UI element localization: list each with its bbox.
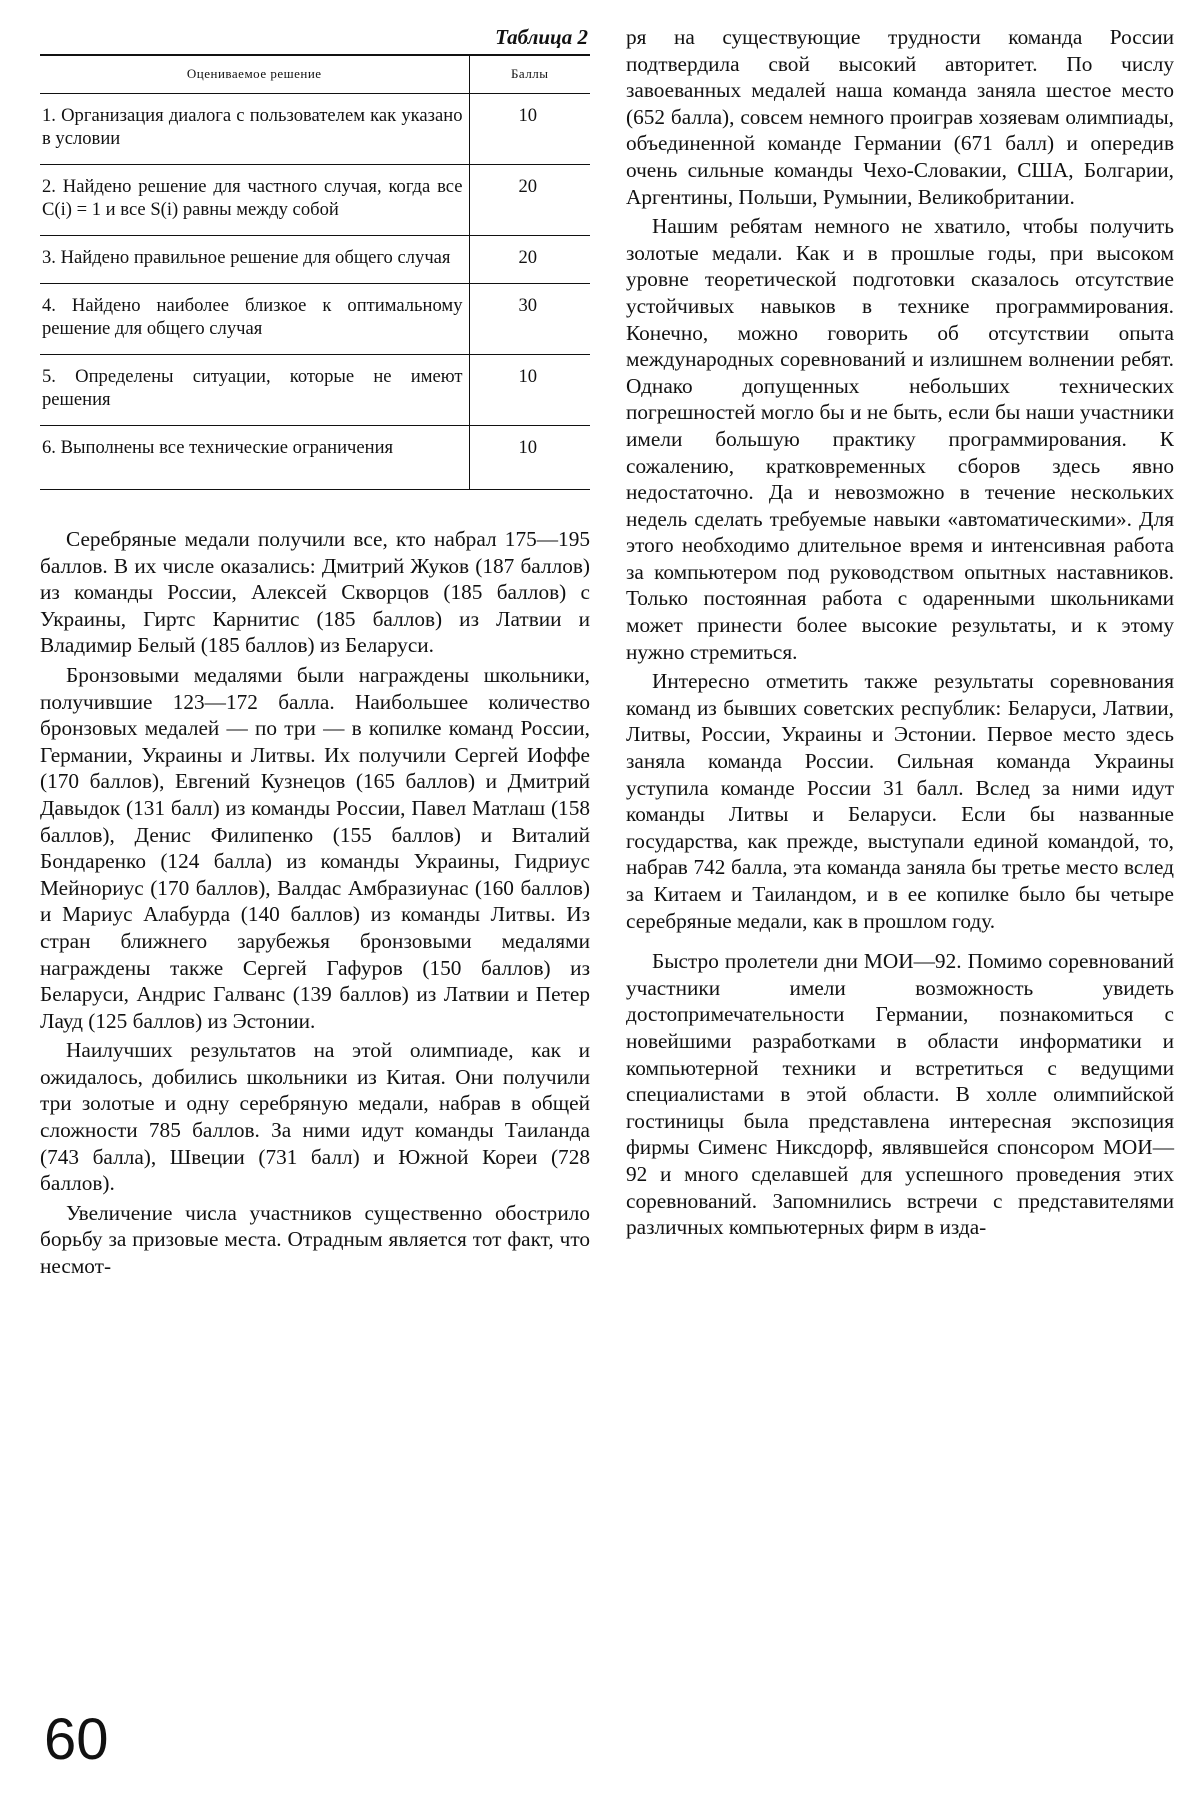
points-6: 10 <box>469 426 590 490</box>
paragraph-moi-92: Быстро пролетели дни МОИ—92. Помимо соревнований участники имели возможность увидеть достопримечательности Германии, познакомиться с новейшими разработками в области информатики и компьютерной техники и встретиться с ведущими специалистами в этой области. В холле олимпийской гостиницы была представлена интересная экспозиция фирмы Сименс Никсдорф, являвшейся спонсором МОИ—92 и много сделавшей для успешного проведения этих соревнований. Запомнились встречи с представителями различных компьютерных фирм в изда- <box>626 949 1174 1240</box>
points-5: 10 <box>469 355 590 426</box>
table-row <box>40 94 590 165</box>
criterion-4: 4. Найдено наиболее близкое к оптимальному решение для общего случая <box>40 284 469 355</box>
paragraph-former-republics: Интересно отметить также результаты соревнования команд из бывших советских республик: Беларуси, Латвии, Литвы, России, Украины и Эстонии. Первое место здесь заняла команда России. Сильная команда Украины уступила команде России 31 балл. Вслед за ними идут команды Литвы и Беларуси. Если бы названные государства, как прежде, выступали единой командой, то, набрав 742 балла, эта команда заняла бы третье место вслед за Китаем и Таиландом, и в ее копилке было бы четыре серебряные медали, как в прошлом году. <box>626 669 1174 933</box>
points-2: 20 <box>469 165 590 236</box>
points-3: 20 <box>469 236 590 284</box>
paragraph-competition: Увеличение числа участников существенно обострило борьбу за призовые места. Отрадным является тот факт, что несмот- <box>40 1200 590 1279</box>
criterion-3: 3. Найдено правильное решение для общего случая <box>40 236 469 284</box>
paragraph-best-results: Наилучших результатов на этой олимпиаде, как и ожидалось, добились школьники из Китая. Они получили три золотые и одну серебряную медали, набрав в общей сложности 785 баллов. За ними идут команды Таиланда (743 балла), Швеции (731 балл) и Южной Кореи (728 баллов). <box>40 1038 590 1196</box>
page-number: 60 <box>44 1707 109 1772</box>
table-caption: Таблица 2 <box>495 25 588 49</box>
paragraph-programming-skills: Нашим ребятам немного не хватило, чтобы получить золотые медали. Как и в прошлые годы, при высоком уровне теоретической подготовки сказалось отсутствие устойчивых навыков в технике программирования. Конечно, можно говорить об отсутствии опыта международных соревнований и излишнем волнении ребят. Однако допущенных небольших технических погрешностей могло бы и не быть, если бы наши участники имели большую практику программирования. К сожалению, кратковременных сборов здесь явно недостаточно. Да и невозможно в течение нескольких недель сделать требуемые навыки «автоматическими». Для этого необходимо длительное время и интенсивная работа за компьютером под руководством опытных наставников. Только постоянная работа с одаренными школьниками может принести более высокие результаты, и к этому нужно стремиться. <box>626 214 1174 664</box>
header-criterion: Оцениваемое решение <box>40 55 469 94</box>
criterion-6: 6. Выполнены все технические ограничения <box>40 426 469 490</box>
table-header-row <box>40 55 590 94</box>
right-column <box>626 24 1174 1244</box>
paragraph-bronze-medals: Бронзовыми медалями были награждены школьники, получившие 123—172 балла. Наибольшее количество бронзовых медалей — по три — в копилке команд России, Германии, Украины и Литвы. Их получили Сергей Иоффе (170 баллов), Евгений Кузнецов (165 баллов) и Дмитрий Давыдок (131 балл) из команды России, Павел Матлаш (158 баллов), Денис Филипенко (155 баллов) и Виталий Бондаренко (124 балла) из команды Украины, Гидриус Мейнориус (170 баллов), Валдас Амбразиунас (160 баллов) и Мариус Алабурда (140 баллов) из команды Литвы. Из стран ближнего зарубежья бронзовыми медалями награждены также Сергей Гафуров (150 баллов) из Беларуси, Андрис Галванс (139 баллов) из Латвии и Петер Лауд (125 баллов) из Эстонии. <box>40 662 590 1033</box>
table-row <box>40 165 590 236</box>
points-4: 30 <box>469 284 590 355</box>
scores-table <box>40 54 590 490</box>
table-row <box>40 355 590 426</box>
points-1: 10 <box>469 94 590 165</box>
left-column <box>40 18 590 1283</box>
criterion-5: 5. Определены ситуации, которые не имеют решения <box>40 355 469 426</box>
table-row <box>40 426 590 490</box>
paragraph-russia-team: ря на существующие трудности команда России подтвердила свой высокий авторитет. По числу завоеванных медалей наша команда заняла шестое место (652 балла), совсем немного проиграв хозяевам олимпиады, объединенной команде Германии (671 балл) и опередив очень сильные команды Чехо-Словакии, США, Болгарии, Аргентины, Польши, Румынии, Великобритании. <box>626 25 1174 209</box>
table-row <box>40 284 590 355</box>
criterion-1: 1. Организация диалога с пользователем как указано в условии <box>40 94 469 165</box>
header-points: Баллы <box>469 55 590 94</box>
table-row <box>40 236 590 284</box>
paragraph-silver-medals: Серебряные медали получили все, кто набрал 175—195 баллов. В их числе оказались: Дмитрий Жуков (187 баллов) из команды России, Алексей Скворцов (185 баллов) с Украины, Гиртс Карнитис (185 баллов) из Латвии и Владимир Белый (185 баллов) из Беларуси. <box>40 527 590 658</box>
criterion-2: 2. Найдено решение для частного случая, когда все C(i) = 1 и все S(i) равны между собой <box>40 165 469 236</box>
